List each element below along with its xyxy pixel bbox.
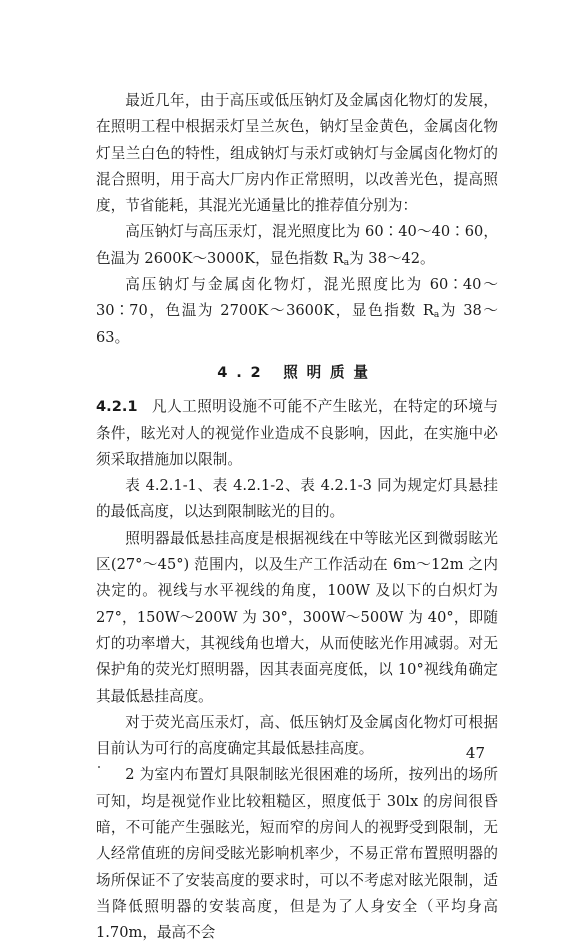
paragraph-mounting-height: 照明器最低悬挂高度是根据视线在中等眩光区到微弱眩光区(27°～45°) 范围内，以及生产工作活动在 6m～12m 之内决定的。视线与水平视线的角度，100W 及以下的白炽灯为 27°，150W～200W 为 30°，300W～500W 为 40°，即随灯的功率增大，其视线角也增大，从而使眩光作用减弱。对无保护角的荧光灯照明器，因其表面亮度低，以 10°视线角确定其最低悬挂高度。 (96, 529, 498, 705)
clause-number: 4.2.1 (96, 398, 138, 416)
section-heading: 4.2 照明质量 (217, 363, 377, 381)
subscript: a (343, 257, 350, 268)
paragraph-lamp-types: 对于荧光高压汞灯，高、低压钠灯及金属卤化物灯可根据目前认为可行的高度确定其最低悬挂高度。 (96, 713, 498, 758)
subscript: a (433, 310, 440, 321)
paragraph-item-2: 2 为室内布置灯具限制眩光很困难的场所，按列出的场所可知，均是视觉作业比较粗糙区，照度低于 30lx 的房间很昏暗，不可能产生强眩光，短而窄的房间人的视野受到限制，无人经常值班的房间受眩光影响机率少，不易正常布置照明器的场所保证不了安装高度的要求时，可以不考虑对眩光限制，适当降低照明器的安装高度，但是为了人身安全（平均身高 1.70m，最高不会 (96, 766, 498, 942)
paragraph-text: 高压钠灯与高压汞灯，混光照度比为 60∶40～40∶60，色温为 2600K～3000K，显色指数 R (96, 223, 498, 267)
paragraph-sodium-mercury-ratio (96, 219, 498, 272)
clause-text: 凡人工照明设施不可能不产生眩光，在特定的环境与条件，眩光对人的视觉作业造成不良影响，因此，在实施中必须采取措施加以限制。 (96, 398, 498, 468)
clause-4-2-1 (96, 394, 498, 473)
paragraph-mixed-lighting-intro (96, 88, 498, 219)
paragraph-tables: 表 4.2.1-1、表 4.2.1-2、表 4.2.1-3 同为规定灯具悬挂的最低高度，以达到限制眩光的目的。 (96, 477, 498, 521)
paragraph-sodium-halide-ratio (96, 272, 498, 351)
scan-speck (98, 766, 100, 768)
paragraph-text: 最近几年，由于高压或低压钠灯及金属卤化物灯的发展，在照明工程中根据汞灯呈兰灰色，钠灯呈金黄色，金属卤化物灯呈兰白色的特性，组成钠灯与汞灯或钠灯与金属卤化物灯的混合照明，用于高大厂房内作正常照明，以改善光色，提高照度，节省能耗，其混光光通量比的推荐值分别为： (96, 92, 498, 215)
paragraph-text: 为 38～42。 (349, 249, 435, 267)
paragraph-text: 为 38～63。 (96, 302, 498, 346)
document-page (96, 88, 498, 947)
paragraph-text: 高压钠灯与金属卤化物灯，混光照度比为 60∶40～30∶70，色温为 2700K～3600K，显色指数 R (96, 276, 498, 320)
page-number: 47 (465, 744, 485, 762)
